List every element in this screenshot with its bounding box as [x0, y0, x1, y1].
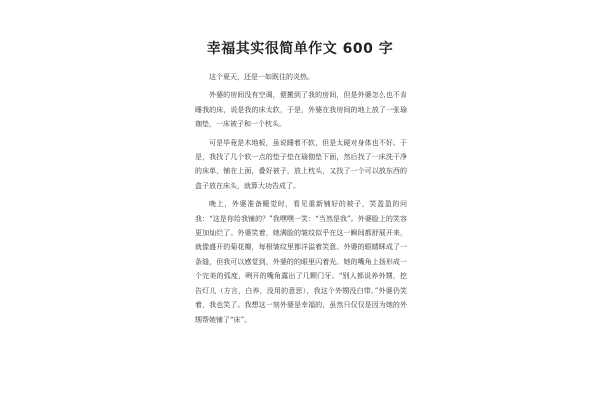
paragraph: 这个夏天，还是一如既往的炎热。 — [209, 73, 314, 81]
paragraph: 晚上，外婆准备睡觉时，看见重新铺好的被子，笑盈盈的问我：“这是你给我铺的？”我嘿嘿一笑：“当然是我”。外婆脸上的笑容更加灿烂了。外婆笑着，她满脸的皱纹似乎在这一瞬间都舒展开来，就像盛开的菊花瓣，每根皱纹里都洋溢着笑意。外婆的眼睛眯成了一条缝，但我可以感觉到，外婆的的眼里闪着光。她的嘴角上扬形成一个完美的弧度，咧开的嘴角露出了几颗门牙。“别人都说养外甥，挖告灯儿（方言，白养，没用的意思），我这个外甥没白带。”外婆仍笑着，我也笑了。我想这一刻外婆是幸福的，虽然只仅仅是因为她的外甥帮她铺了“床”。 — [195, 200, 407, 324]
document-title: 幸福其实很简单作文 600 字 — [206, 41, 394, 57]
paragraph: 可是毕竟是木地板，虽说睡着不软，但是太硬对身体也不好。于是，我找了几个软一点的垫子垫在瑜伽垫下面，然后找了一床洗干净的床单，铺在上面，叠好被子，放上枕头，又找了一个可以放东西的盒子放在床头，就算大功告成了。 — [195, 138, 407, 190]
document-body — [195, 70, 407, 327]
paragraph: 外婆的房间没有空调，便搬到了我的房间，但是外婆怎么也不肯睡我的床，说是我的床太软，于是，外婆在我房间的地上放了一张瑜珈垫，一床被子和一个枕头。 — [195, 91, 407, 129]
